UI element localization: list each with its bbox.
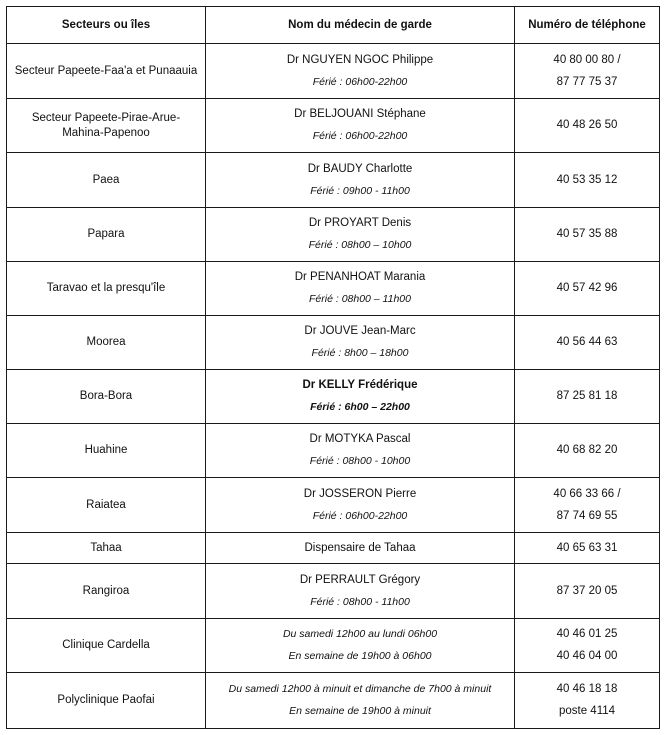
phone-cell <box>515 44 660 99</box>
holiday-hours: Férié : 06h00-22h00 <box>312 130 408 142</box>
phone-number: 40 46 01 25 <box>556 628 618 640</box>
sector-cell: Papara <box>7 208 206 262</box>
sector-cell: Raiatea <box>7 478 206 533</box>
schedule-note: Du samedi 12h00 au lundi 06h00 <box>282 628 438 640</box>
phone-number: poste 4114 <box>558 705 616 717</box>
table-row <box>7 673 660 729</box>
doctor-name: Dr NGUYEN NGOC Philippe <box>286 53 434 66</box>
table-row <box>7 316 660 370</box>
doctor-cell <box>206 370 515 424</box>
table-row <box>7 424 660 478</box>
holiday-hours: Férié : 06h00-22h00 <box>312 75 408 88</box>
phone-cell: 40 57 35 88 <box>515 208 660 262</box>
phone-number: 40 46 18 18 <box>556 683 618 695</box>
table-row <box>7 262 660 316</box>
doctor-name: Dr PENANHOAT Marania <box>294 271 426 283</box>
doctor-name: Dr PERRAULT Grégory <box>299 573 421 586</box>
header-sector: Secteurs ou îles <box>7 7 206 44</box>
doctor-cell <box>206 619 515 673</box>
schedule-note: Du samedi 12h00 à minuit et dimanche de 7h00 à minuit <box>228 683 492 695</box>
sector-cell: Rangiroa <box>7 564 206 619</box>
doctor-cell <box>206 673 515 729</box>
sector-cell: Bora-Bora <box>7 370 206 424</box>
doctor-cell <box>206 208 515 262</box>
doctor-name: Dr JOSSERON Pierre <box>303 487 417 500</box>
table-row <box>7 153 660 208</box>
table-row <box>7 564 660 619</box>
header-phone: Numéro de téléphone <box>515 7 660 44</box>
phone-cell <box>515 619 660 673</box>
schedule-note: En semaine de 19h00 à 06h00 <box>288 650 432 662</box>
phone-number: 87 77 75 37 <box>556 75 618 88</box>
table-row <box>7 533 660 564</box>
doctor-cell <box>206 153 515 208</box>
phone-cell <box>515 673 660 729</box>
phone-cell: 40 57 42 96 <box>515 262 660 316</box>
doctor-name: Dr PROYART Denis <box>308 217 412 229</box>
doctor-cell <box>206 262 515 316</box>
sector-cell: Secteur Papeete-Pirae-Arue-Mahina-Papenoo <box>7 99 206 153</box>
holiday-hours: Férié : 6h00 – 22h00 <box>310 401 410 413</box>
sector-cell: Tahaa <box>7 533 206 564</box>
doctor-cell <box>206 316 515 370</box>
on-call-doctors-table <box>6 6 660 729</box>
table-row <box>7 478 660 533</box>
sector-cell: Paea <box>7 153 206 208</box>
sector-cell: Polyclinique Paofai <box>7 673 206 729</box>
holiday-hours: Férié : 08h00 - 10h00 <box>309 455 411 467</box>
phone-number: 40 80 00 80 / <box>553 53 621 66</box>
phone-number: 87 74 69 55 <box>556 509 618 522</box>
table-row <box>7 99 660 153</box>
doctor-name: Dr KELLY Frédérique <box>302 379 418 391</box>
phone-cell: 40 65 63 31 <box>515 533 660 564</box>
doctor-cell <box>206 44 515 99</box>
doctor-cell: Dispensaire de Tahaa <box>206 533 515 564</box>
holiday-hours: Férié : 08h00 – 10h00 <box>308 239 412 251</box>
phone-number: 40 66 33 66 / <box>553 487 621 500</box>
sector-cell: Huahine <box>7 424 206 478</box>
holiday-hours: Férié : 8h00 – 18h00 <box>311 347 409 359</box>
schedule-note: En semaine de 19h00 à minuit <box>289 705 431 717</box>
doctor-cell <box>206 564 515 619</box>
phone-number: 40 46 04 00 <box>556 650 618 662</box>
holiday-hours: Férié : 09h00 - 11h00 <box>310 184 410 197</box>
doctor-cell <box>206 99 515 153</box>
sector-cell: Moorea <box>7 316 206 370</box>
sector-cell: Taravao et la presqu'île <box>7 262 206 316</box>
sector-cell: Secteur Papeete-Faa'a et Punaauia <box>7 44 206 99</box>
phone-cell: 40 56 44 63 <box>515 316 660 370</box>
table-row <box>7 44 660 99</box>
phone-cell <box>515 478 660 533</box>
header-row <box>7 7 660 44</box>
phone-cell: 40 68 82 20 <box>515 424 660 478</box>
doctor-name: Dr BAUDY Charlotte <box>307 162 413 175</box>
phone-cell: 87 25 81 18 <box>515 370 660 424</box>
phone-cell: 40 53 35 12 <box>515 153 660 208</box>
table-row <box>7 370 660 424</box>
holiday-hours: Férié : 06h00-22h00 <box>312 509 408 522</box>
sector-cell: Clinique Cardella <box>7 619 206 673</box>
holiday-hours: Férié : 08h00 – 11h00 <box>309 293 411 305</box>
doctor-name: Dr BELJOUANI Stéphane <box>294 108 426 120</box>
doctor-cell <box>206 478 515 533</box>
phone-cell: 87 37 20 05 <box>515 564 660 619</box>
header-doctor: Nom du médecin de garde <box>206 7 515 44</box>
doctor-name: Dr MOTYKA Pascal <box>309 433 411 445</box>
holiday-hours: Férié : 08h00 - 11h00 <box>310 595 410 608</box>
doctor-name: Dr JOUVE Jean-Marc <box>304 325 416 337</box>
doctor-cell <box>206 424 515 478</box>
phone-cell: 40 48 26 50 <box>515 99 660 153</box>
table-row <box>7 619 660 673</box>
table-row <box>7 208 660 262</box>
